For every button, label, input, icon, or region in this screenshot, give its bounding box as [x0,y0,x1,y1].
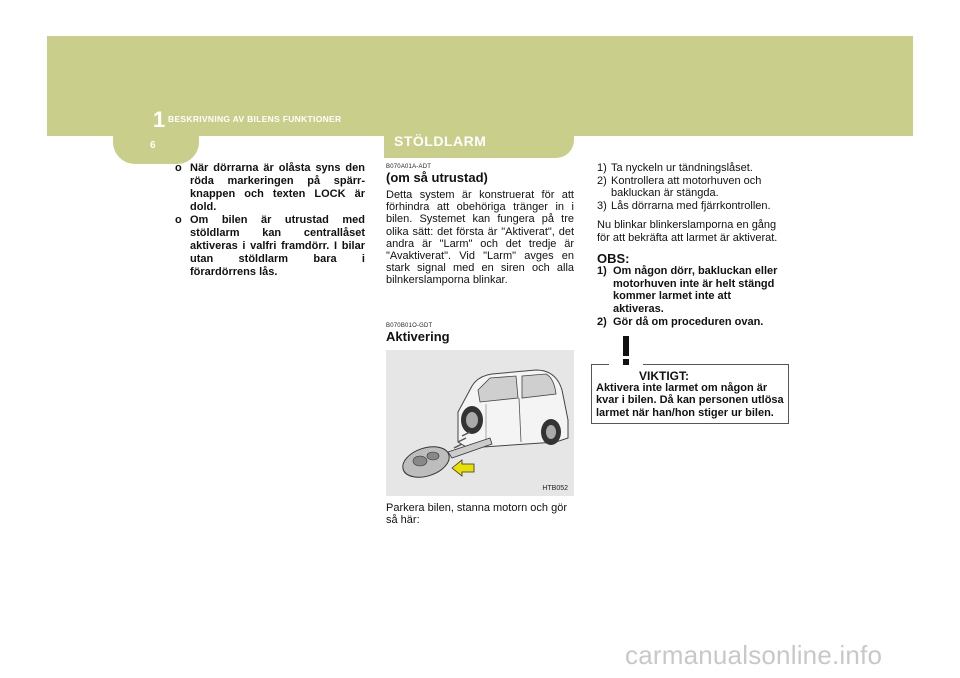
obs-number: 2) [597,315,607,328]
section-title: STÖLDLARM [394,133,487,149]
step-number: 2) [597,174,607,187]
paragraph-description: Detta system är konstruerat för att förhindra att obehöriga tränger in i bilen. Systemet kan fungera på tre olika sätt: det första är "Aktiverat", det andra är "Larm" och det tredje är "Avaktiverat". Vid "Larm" avges en stark signal med en siren och alla bilnkerslamporna blinkar. [386,189,574,287]
chapter-title: BESKRIVNING AV BILENS FUNKTIONER [168,114,342,124]
page-number-tab [113,128,199,164]
obs-text: Om någon dörr, bakluckan eller motorhuven inte är helt stängd kommer larmet inte att aktiveras. [613,265,778,315]
step-number: 1) [597,162,607,174]
obs-number: 1) [597,265,607,278]
car-key-illustration [386,350,574,496]
obs-list [597,265,783,328]
list-item [175,162,365,214]
car-key-drawing [386,350,574,496]
right-column [597,162,783,328]
step-text: Lås dörrarna med fjärrkontrollen. [611,199,771,212]
step-text: Ta nyckeln ur tändningslåset. [611,162,753,174]
steps-list [597,162,783,212]
middle-column-bottom [386,502,574,526]
step-item [597,162,783,175]
warning-exclamation-icon [607,330,645,368]
paragraph-parking: Parkera bilen, stanna motorn och gör så här: [386,502,567,527]
doc-code: B070A01A-ADT [386,164,432,170]
list-item-text: När dörrarna är olåsta syns den röda markeringen på spärr-knappen och texten LOCK är dold. [190,162,365,213]
step-text: Kontrollera att motorhuven och bakluckan är stängda. [611,174,762,200]
obs-text: Gör då om proceduren ovan. [613,315,764,328]
doc-code: B070B01O-GDT [386,323,433,329]
image-label: HTB052 [542,485,568,492]
page-number: 6 [150,140,156,151]
list-item-text: Om bilen är utrustad med stöldlarm kan centrallåset aktiveras i valfri framdörr. I bilar utan stöldlarm bara i förardörrens lås. [190,214,365,278]
step-number: 3) [597,199,607,212]
middle-column-activation [386,323,574,344]
subheading-equipped: (om så utrustad) [386,170,488,185]
subheading-activation: Aktivering [386,329,450,344]
middle-column-top [386,164,574,287]
step-item [597,200,783,213]
obs-item [597,316,783,329]
obs-item [597,265,783,315]
list-item [175,214,365,279]
note-text: Nu blinkar blinkerslamporna en gång för att bekräfta att larmet är aktiverat. [597,219,778,244]
warning-title: VIKTIGT: [639,369,689,383]
obs-heading: OBS: [597,250,630,266]
bullet: o [175,162,182,174]
chapter-number: 1 [153,107,166,132]
bullet: o [175,214,182,226]
warning-text: Aktivera inte larmet om någon är kvar i bilen. Då kan personen utlösa larmet när han/hon stiger ur bilen. [596,382,784,419]
step-item [597,175,783,200]
watermark: carmanualsonline.info [625,640,883,670]
left-column [175,162,365,279]
